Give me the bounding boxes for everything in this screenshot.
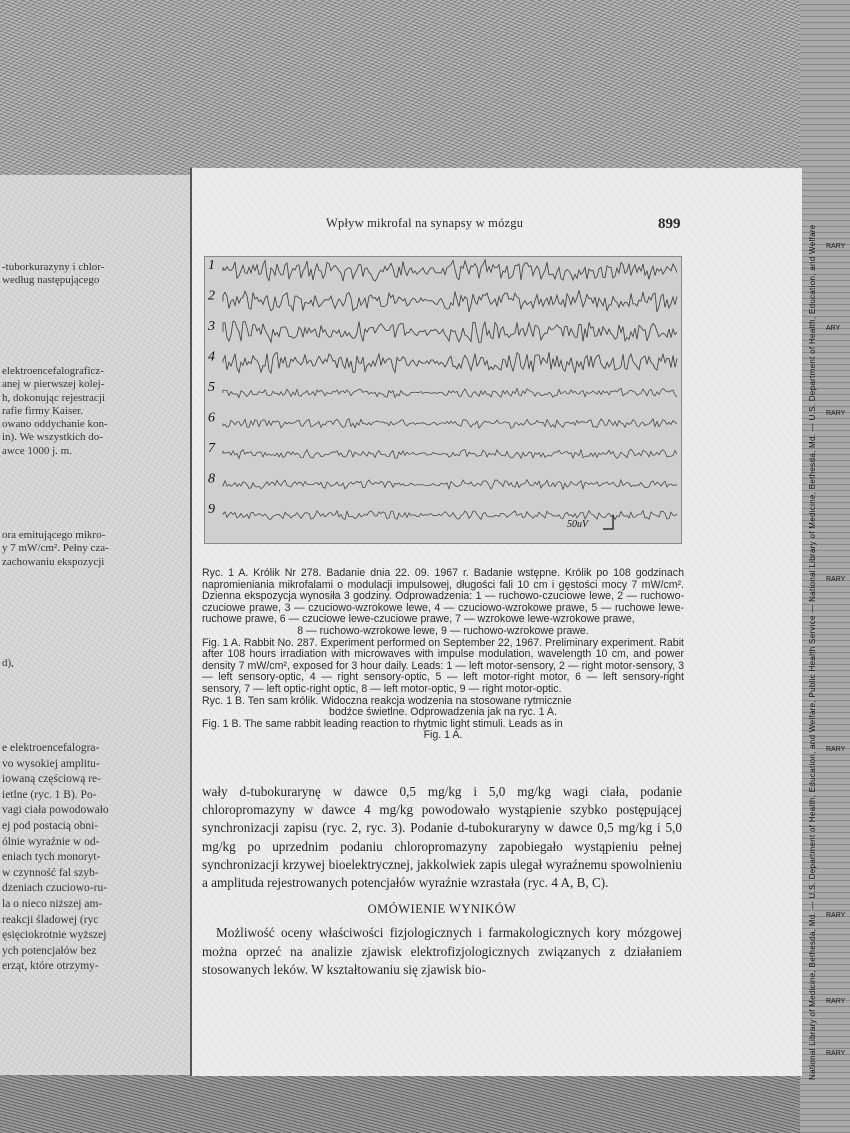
left-line: ej pod postacią obni-	[2, 819, 99, 832]
caption-en-1a: Fig. 1 A. Rabbit No. 287. Experiment performed on September 22, 1967. Preliminary experiment. Rabit after 108 hours irradiation with microwaves with impulse modulation, wavelength 10 cm, and power density 7 mW/cm², exposed for 3 hour daily. Leads: 1 — left motor-sensory, 2 — right motor-sensory, 3 — left sensory-optic, 4 — right sensory-optic, 5 — left motor-right motor, 6 — left sensory-right sensory, 7 — left optic-right optic, 8 — left motor-optic, 9 — right motor-optic.	[202, 636, 684, 695]
channel-label-3: 3	[208, 319, 215, 334]
left-line: w czynność fal szyb-	[2, 866, 99, 879]
running-head: Wpływ mikrofal na synapsy w mózgu	[326, 216, 524, 230]
left-line: owano oddychanie kon-	[2, 418, 108, 431]
left-line: in). We wszystkich do-	[2, 431, 103, 444]
left-line: e elektroencefalogra-	[2, 742, 100, 754]
page-number: 899	[658, 216, 681, 232]
left-line: y 7 mW/cm². Pełny cza-	[2, 542, 109, 555]
left-line: vo wysokiej amplitu-	[2, 757, 100, 770]
left-text-block-3	[2, 529, 188, 569]
scale-bar	[603, 515, 613, 529]
eeg-traces	[205, 257, 681, 543]
eeg-trace-9	[223, 511, 677, 520]
spine-mark: RARY	[826, 912, 846, 919]
channel-label-1: 1	[208, 258, 215, 273]
left-text-block-2	[2, 365, 188, 458]
caption-pl-1b-end: bodźce świetlne. Odprowadzenia jak na ryc. 1 A.	[329, 706, 557, 719]
spine-mark: RARY	[826, 998, 846, 1005]
eeg-trace-5	[223, 388, 677, 397]
eeg-trace-3	[223, 321, 677, 342]
spine-mark: RARY	[826, 746, 846, 753]
caption-en-1b-end: Fig. 1 A.	[423, 729, 463, 742]
scale-label: 50uV	[567, 519, 589, 530]
left-line: rafie firmy Kaiser.	[2, 404, 83, 417]
left-line: ora emitującego mikro-	[2, 529, 106, 541]
document-page	[190, 168, 802, 1076]
left-line: anej w pierwszej kolej-	[2, 378, 105, 391]
left-line: iowaną częściową re-	[2, 773, 101, 786]
spine-mark: RARY	[826, 410, 846, 417]
spine-mark: RARY	[826, 1050, 846, 1057]
spine-stamp-text: National Library of Medicine, Bethesda, Md. — U.S. Department of Health, Education, and Welfare, Public Health Service — National Library of Medicine, Bethesda, Md. — U.S. Department of Health, Education, and Welfare	[808, 224, 817, 1080]
eeg-trace-8	[223, 480, 677, 490]
body-text	[202, 783, 682, 979]
channel-label-2: 2	[208, 288, 215, 304]
spine-mark: RARY	[826, 243, 846, 250]
eeg-trace-4	[223, 352, 677, 373]
paragraph: wały d-tubokurarynę w dawce 0,5 mg/kg i 5,0 mg/kg wagi ciała, podanie chloropromazyny w dawce 4 mg/kg powodowało wystąpienie szybko postępującej synchronizacji zapisu (ryc. 2, ryc. 3). Podanie d-tubokuraryny w dawce 0,5 mg/kg i 5,0 mg/kg po uprzednim podaniu chloropromazyny zapobiegało wystąpieniu pełnej synchronizacji krzywej bioelektrycznej, jakkolwiek zapis ulegał wyraźnemu spowolnieniu a amplituda rejestrowanych potencjałów wyraźnie wzrastała (ryc. 4 A, B, C).	[202, 784, 682, 891]
left-line: reakcji śladowej (ryc	[2, 913, 99, 926]
left-line: ólnie wyraźnie w od-	[2, 835, 100, 848]
spine-mark: RARY	[826, 576, 846, 583]
left-line: -tuborkurazyny i chlor-	[2, 261, 105, 273]
left-line: zachowaniu ekspozycji	[2, 555, 105, 568]
scanner-shadow-bottom	[0, 1075, 850, 1133]
paragraph: Możliwość oceny właściwości fizjologicznych i farmakologicznych kory mózgowej można oprzeć na analizie zjawisk elektrofizjologicznych związanych z działaniem stosowanych leków. W kształtowaniu się zjawisk bio-	[202, 925, 682, 977]
eeg-trace-2	[223, 290, 677, 312]
scanner-shadow-top	[0, 0, 850, 175]
left-line: według następującego	[2, 274, 100, 287]
channel-label-8: 8	[208, 471, 215, 487]
left-line: ietlne (ryc. 1 B). Po-	[2, 788, 97, 801]
channel-label-4: 4	[208, 349, 215, 365]
eeg-figure	[204, 256, 682, 544]
left-text-block-5	[2, 741, 188, 975]
spine-mark: ARY	[826, 325, 841, 332]
left-line: vagi ciała powodowało	[2, 804, 109, 817]
left-line: erząt, które otrzymy-	[2, 960, 99, 973]
caption-en-1b: Fig. 1 B. The same rabbit leading reaction to rhytmic light stimuli. Leads as in	[202, 717, 563, 730]
caption-pl-1a-end: 8 — ruchowo-wzrokowe lewe, 9 — ruchowo-wzrokowe prawe.	[297, 624, 589, 637]
eeg-trace-1	[223, 260, 677, 281]
caption-pl-1a: Ryc. 1 A. Królik Nr 278. Badanie dnia 22. 09. 1967 r. Badanie wstępne. Królik po 108 godzinach napromieniania mikrofalami o modulacji impulsowej, długości fali 10 cm i gęstości mocy 7 mW/cm². Dzienna ekspozycja wynosiła 3 godziny. Odprowadzenia: 1 — ruchowo-czuciowe lewe, 2 — ruchowo-czuciowe prawe, 3 — czuciowo-wzrokowe lewe, 4 — czuciowo-wzrokowe prawe, 5 — ruchowe lewe-ruchowe prawe, 6 — czuciowe lewe-czuciowe prawe, 7 — wzrokowe lewe-wzrokowe prawe,	[202, 567, 684, 626]
left-line: dzeniach czuciowo-ru-	[2, 882, 108, 895]
channel-label-5: 5	[208, 380, 215, 395]
channel-label-7: 7	[208, 441, 215, 456]
left-line: ęsięciokrotnie wyższej	[2, 929, 107, 942]
left-text-block-4	[2, 657, 188, 670]
left-line: elektroencefalograficz-	[2, 365, 104, 377]
eeg-trace-6	[223, 419, 677, 429]
caption-pl-1b: Ryc. 1 B. Ten sam królik. Widoczna reakcja wodzenia na stosowane rytmicznie	[202, 694, 572, 707]
eeg-trace-7	[223, 449, 677, 458]
left-line: ych potencjałów bez	[2, 944, 97, 957]
left-line: h, dokonując rejestracji	[2, 391, 105, 404]
section-title: OMÓWIENIE WYNIKÓW	[367, 902, 517, 917]
left-text-block-1	[2, 261, 188, 288]
figure-caption	[202, 568, 684, 742]
left-line: awce 1000 j. m.	[2, 444, 72, 457]
channel-label-9: 9	[208, 502, 215, 517]
channel-label-6: 6	[208, 410, 215, 426]
left-line: la o nieco niższej am-	[2, 897, 103, 910]
left-line: eniach tych monoryt-	[2, 851, 101, 864]
left-line: d),	[2, 657, 14, 669]
